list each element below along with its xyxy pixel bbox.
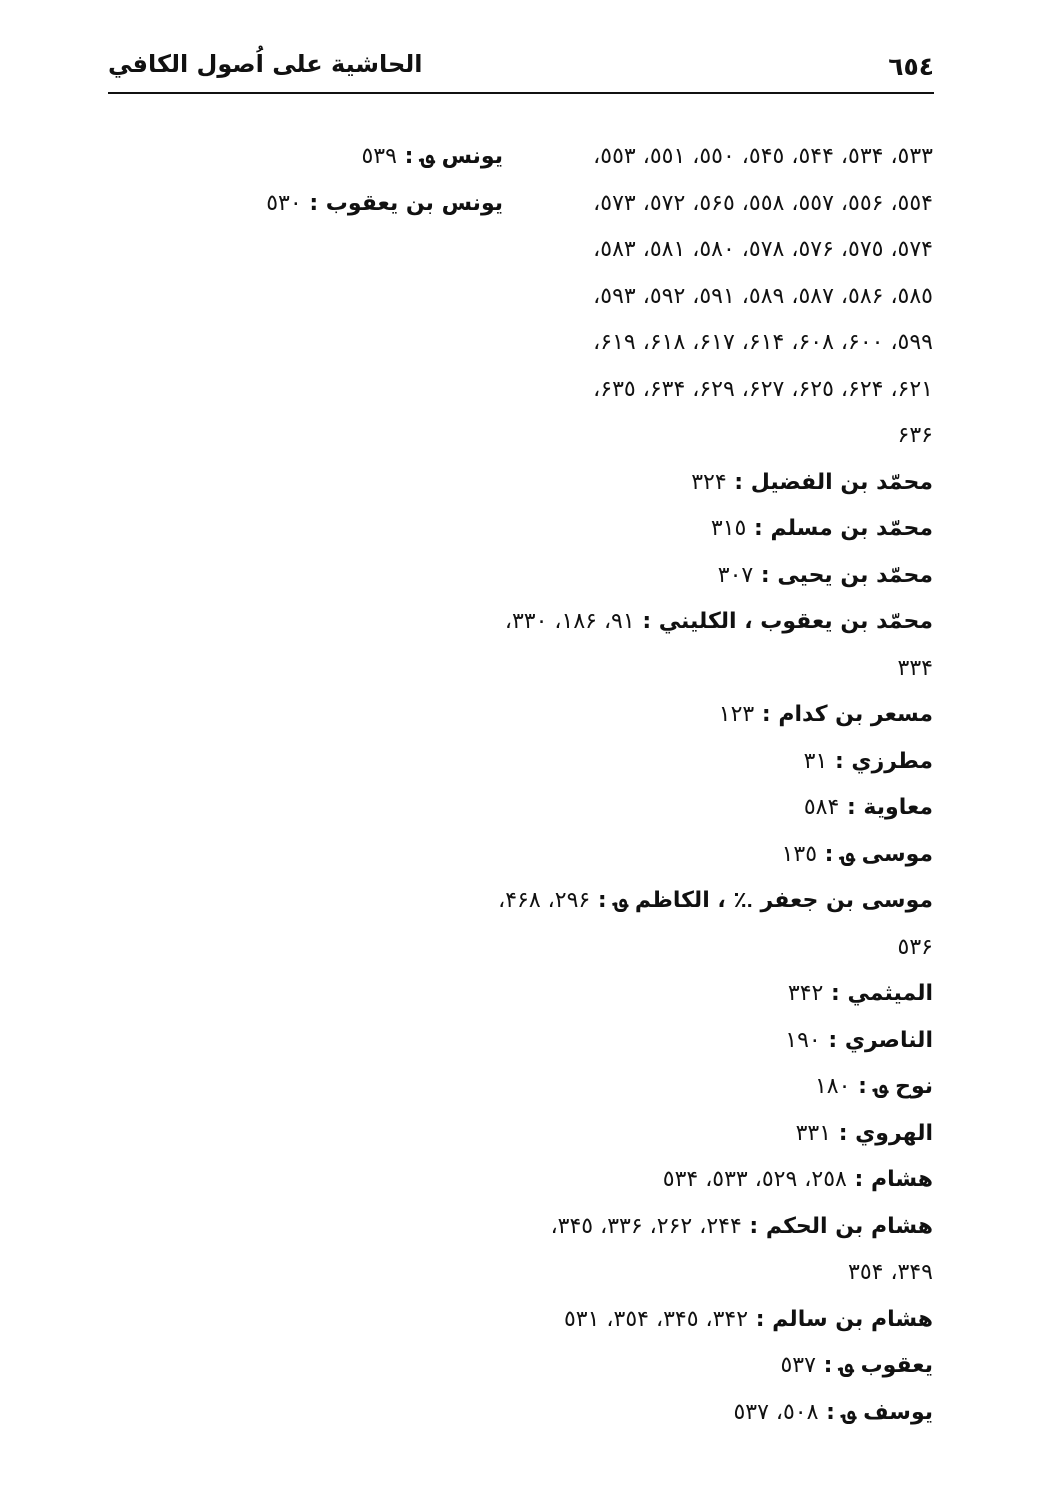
entry-pages: ٣۴٩، ٣٥۴: [848, 1260, 933, 1285]
entry-pages: ٢٥٨، ٥٢٩، ٥٣٣، ٥٣۴: [662, 1167, 847, 1192]
index-entry: [521, 925, 933, 972]
entry-pages: ٥٨۴: [803, 795, 840, 820]
index-entry: [521, 460, 933, 507]
entry-name: هشام بن الحكم :: [741, 1213, 933, 1239]
index-entry: [521, 1297, 933, 1344]
entry-name: معاوية :: [839, 795, 933, 820]
entry-pages: ٥٣٠: [266, 190, 302, 216]
entry-pages: ٣٠٧: [717, 562, 754, 588]
index-entry: [521, 646, 933, 693]
entry-pages: ٥٥۴، ٥٥۶، ٥٥٧، ٥٥٨، ٥۶٥، ٥٧٢، ٥٧٣،: [593, 190, 933, 216]
index-entry: [223, 181, 503, 228]
index-entry: [521, 1157, 933, 1204]
index-entry: [504, 599, 933, 646]
entry-pages: ٥٠٨، ٥٣٧: [733, 1399, 819, 1425]
entry-pages: ٣٣١: [795, 1120, 832, 1146]
entry-pages: ٢۴۴، ٢۶٢، ٣٣۶، ٣۴٥،: [550, 1213, 742, 1239]
index-entry: [521, 971, 933, 1018]
index-entry: [521, 181, 933, 228]
entry-name: موسى بن جعفر ؉ ، الكاظم ؈ :: [590, 888, 933, 913]
entry-pages: ٥٨٥، ٥٨۶، ٥٨٧، ٥٨٩، ٥٩١، ٥٩٢، ٥٩٣،: [593, 283, 933, 309]
entry-pages: ١٣٥: [781, 841, 818, 867]
entry-pages: ٥٣۶: [897, 934, 933, 960]
index-column-left: [223, 134, 503, 227]
index-entry: [521, 1250, 933, 1297]
index-entry: [521, 1111, 933, 1158]
entry-name: هشام :: [846, 1167, 933, 1192]
index-entry: [521, 367, 933, 414]
entry-name: محمّد بن مسلم :: [746, 516, 933, 541]
entry-pages: ٥٣٩: [361, 144, 397, 169]
index-entry: [521, 227, 933, 274]
entry-pages: ٣١٥: [710, 516, 747, 541]
index-column-right: [498, 134, 933, 1436]
entry-pages: ٢٩۶، ۴۶٨،: [498, 888, 591, 913]
entry-name: محمّد بن يحيى :: [753, 562, 933, 588]
entry-pages: ٥٣٧: [780, 1353, 816, 1378]
entry-name: الناصري :: [820, 1027, 933, 1053]
entry-name: نوح ؈ :: [850, 1074, 933, 1099]
index-entry: [521, 785, 933, 832]
entry-name: يونس بن يعقوب :: [301, 190, 503, 216]
entry-pages: ۶٢١، ۶٢۴، ۶٢٥، ۶٢٧، ۶٢٩، ۶٣۴، ۶٣٥،: [593, 376, 933, 402]
entry-pages: ١٩٠: [785, 1027, 821, 1053]
index-entry: [521, 506, 933, 553]
index-entry: [521, 320, 933, 367]
entry-name: موسى ؈ :: [817, 841, 933, 867]
index-entry: [521, 553, 933, 600]
entry-pages: ٣٢۴: [691, 469, 727, 495]
entry-pages: ٣۴٢: [787, 981, 824, 1006]
index-entry: [498, 878, 933, 925]
entry-name: يونس ؈ :: [396, 144, 503, 169]
entry-pages: ١٨٠: [814, 1074, 851, 1099]
entry-name: الميثمي :: [823, 981, 933, 1006]
entry-pages: ٣۴٢، ٣۴٥، ٣٥۴، ٥٣١: [563, 1306, 749, 1332]
entry-name: مسعر بن كدام :: [754, 702, 933, 727]
index-entry: [223, 134, 503, 181]
running-title: الحاشية على اُصول الكافي: [108, 50, 423, 78]
index-entry: [521, 1018, 933, 1065]
entry-pages: ١٢٣: [718, 702, 755, 727]
index-entry: [521, 1390, 933, 1437]
entry-pages: ٣٣۴: [897, 655, 933, 681]
entry-name: مطرزي :: [827, 748, 933, 774]
entry-pages: ٥٧۴، ٥٧٥، ٥٧۶، ٥٧٨، ٥٨٠، ٥٨١، ٥٨٣،: [593, 237, 933, 262]
entry-pages: ٣١: [803, 748, 828, 774]
entry-pages: ۶٣۶: [897, 423, 933, 448]
index-entry: [521, 692, 933, 739]
index-entry: [521, 413, 933, 460]
entry-pages: ٩١، ١٨۶، ٣٣٠،: [504, 609, 635, 634]
entry-name: محمّد بن يعقوب ، الكليني :: [634, 609, 933, 634]
page-number: ٦٥٤: [888, 52, 934, 81]
page-header: [108, 48, 934, 94]
entry-name: هشام بن سالم :: [748, 1306, 933, 1332]
index-entry: [521, 134, 933, 181]
entry-name: يعقوب ؈ :: [815, 1353, 933, 1378]
index-entry: [521, 1064, 933, 1111]
entry-name: الهروي :: [831, 1120, 933, 1146]
entry-pages: ٥٩٩، ۶٠٠، ۶٠٨، ۶١۴، ۶١٧، ۶١٨، ۶١٩،: [593, 330, 933, 355]
index-entry: [521, 274, 933, 321]
entry-pages: ٥٣٣، ٥٣۴، ٥۴۴، ٥۴٥، ٥٥٠، ٥٥١، ٥٥٣،: [593, 144, 933, 169]
index-entry: [521, 1204, 933, 1251]
entry-name: يوسف ؈ :: [818, 1399, 933, 1425]
index-entry: [521, 832, 933, 879]
index-entry: [521, 739, 933, 786]
entry-name: محمّد بن الفضيل :: [726, 469, 933, 495]
index-entry: [521, 1343, 933, 1390]
